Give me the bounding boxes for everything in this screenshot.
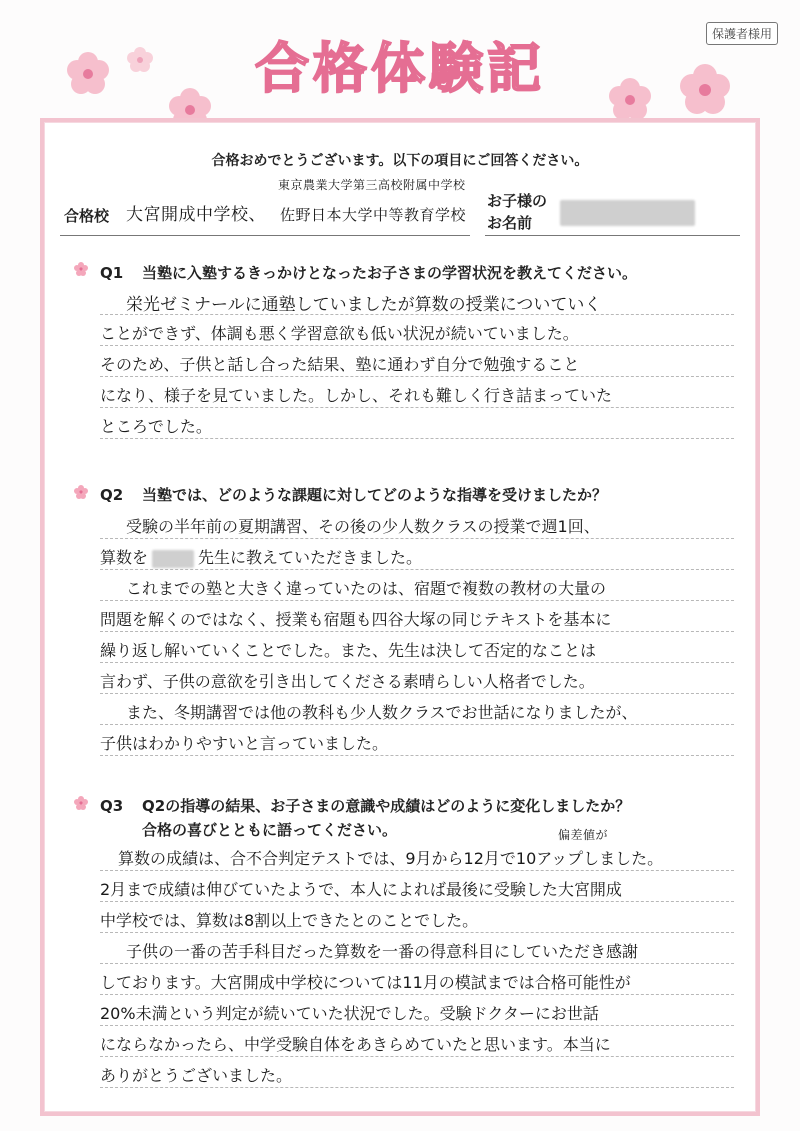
greeting-text: 合格おめでとうございます。以下の項目にご回答ください。 xyxy=(211,153,589,169)
q1-number: Q1 xyxy=(100,264,124,282)
q2-answer-line-3: これまでの塾と大きく違っていたのは、宿題で複数の教材の大量の xyxy=(126,579,607,598)
q2-answer-line-6: 言わず、子供の意欲を引き出してくださる素晴らしい人格者でした。 xyxy=(100,672,595,691)
q2-answer-line-5: 繰り返し解いていくことでした。また、先生は決して否定的なことは xyxy=(100,641,597,660)
q2-answer-line-2 xyxy=(100,545,734,568)
answer-rule xyxy=(100,314,734,315)
q3-answer-line-3: 中学校では、算数は8割以上できたとのことでした。 xyxy=(100,911,479,930)
flower-bullet-icon xyxy=(74,485,88,499)
q2-answer-line-7: また、冬期講習では他の教科も少人数クラスでお世話になりましたが、 xyxy=(126,703,638,722)
answer-rule xyxy=(100,376,734,377)
q3-answer-line-8: ありがとうございました。 xyxy=(100,1066,293,1085)
school-label: 合格校 xyxy=(64,207,110,225)
school-entry-2-top: 東京農業大学第三高校附属中学校 xyxy=(278,178,466,192)
guardian-use-badge: 保護者様用 xyxy=(706,22,778,45)
redacted-child-name xyxy=(560,200,695,226)
q1-answer-line-1: 栄光ゼミナールに通塾していましたが算数の授業についていく xyxy=(126,295,602,315)
q3-answer-line-1: 算数の成績は、合不合判定テストでは、9月から12月で10アップしました。 xyxy=(118,849,664,868)
answer-rule xyxy=(100,345,734,346)
q3-question-line1: Q2の指導の結果、お子さまの意識や成績はどのように変化しましたか？ xyxy=(142,797,631,815)
answer-rule xyxy=(100,1087,734,1088)
answer-rule xyxy=(100,994,734,995)
answer-rule xyxy=(100,755,734,756)
q3-answer-line-4: 子供の一番の苦手科目だった算数を一番の得意科目にしていただき感謝 xyxy=(126,942,639,961)
redacted-teacher-name xyxy=(152,550,194,568)
q2-answer-line-4: 問題を解くのではなく、授業も宿題も四谷大塚の同じテキストを基本に xyxy=(100,610,612,629)
answer-rule xyxy=(100,1025,734,1026)
q3-heading xyxy=(100,795,630,816)
q2-answer-line-8: 子供はわかりやすいと言っていました。 xyxy=(100,734,389,753)
q1-question: 当塾に入塾するきっかけとなったお子さまの学習状況を教えてください。 xyxy=(142,264,638,282)
answer-rule xyxy=(100,407,734,408)
child-name-underline xyxy=(485,235,740,236)
q1-answer-line-3: そのため、子供と話し合った結果、塾に通わず自分で勉強すること xyxy=(100,355,580,374)
answer-rule xyxy=(100,662,734,663)
child-name-label-line2: お名前 xyxy=(487,214,533,232)
q1-answer-line-2: ことができず、体調も悪く学習意欲も低い状況が続いていました。 xyxy=(100,324,579,343)
answer-rule xyxy=(100,538,734,539)
q3-number: Q3 xyxy=(100,797,124,815)
school-entry-2-bottom: 佐野日本大学中等教育学校 xyxy=(280,206,467,224)
page-title: 合格体験記 xyxy=(255,36,545,100)
answer-rule xyxy=(100,631,734,632)
q2-number: Q2 xyxy=(100,486,124,504)
q2-heading xyxy=(100,484,607,505)
school-underline xyxy=(60,235,470,236)
answer-rule xyxy=(100,932,734,933)
q1-heading xyxy=(100,262,637,283)
answer-rule xyxy=(100,693,734,694)
q2-answer-line-1: 受験の半年前の夏期講習、その後の少人数クラスの授業で週1回、 xyxy=(126,517,600,536)
answer-rule xyxy=(100,569,734,570)
school-entry-1: 大宮開成中学校、 xyxy=(126,205,266,225)
q3-answer-line-6: 20%未満という判定が続いていた状況でした。受験ドクターにお世話 xyxy=(100,1004,599,1023)
answer-rule xyxy=(100,963,734,964)
q2-line2-prefix: 算数を xyxy=(100,548,149,567)
child-name-label-line1: お子様の xyxy=(487,192,548,210)
q3-answer-line-2: 2月まで成績は伸びていたようで、本人によれば最後に受験した大宮開成 xyxy=(100,880,622,899)
q3-answer-line-7: にならなかったら、中学受験自体をあきらめていたと思います。本当に xyxy=(100,1035,611,1054)
answer-rule xyxy=(100,1056,734,1057)
q2-line2-rest: 先生に教えていただきました。 xyxy=(198,548,423,567)
answer-rule xyxy=(100,600,734,601)
answer-rule xyxy=(100,870,734,871)
answer-rule xyxy=(100,724,734,725)
answer-rule xyxy=(100,901,734,902)
q3-annotation: 偏差値が xyxy=(558,828,609,842)
q2-question: 当塾では、どのような課題に対してどのような指導を受けましたか？ xyxy=(142,486,608,504)
q1-answer-line-4: になり、様子を見ていました。しかし、それも難しく行き詰まっていた xyxy=(100,386,613,405)
q1-answer-line-5: ところでした。 xyxy=(100,417,212,436)
flower-bullet-icon xyxy=(74,262,88,276)
answer-rule xyxy=(100,438,734,439)
q3-answer-line-5: しております。大宮開成中学校については11月の模試までは合格可能性が xyxy=(100,973,631,992)
flower-bullet-icon xyxy=(74,796,88,810)
q3-question-line2: 合格の喜びとともに語ってください。 xyxy=(142,821,398,839)
